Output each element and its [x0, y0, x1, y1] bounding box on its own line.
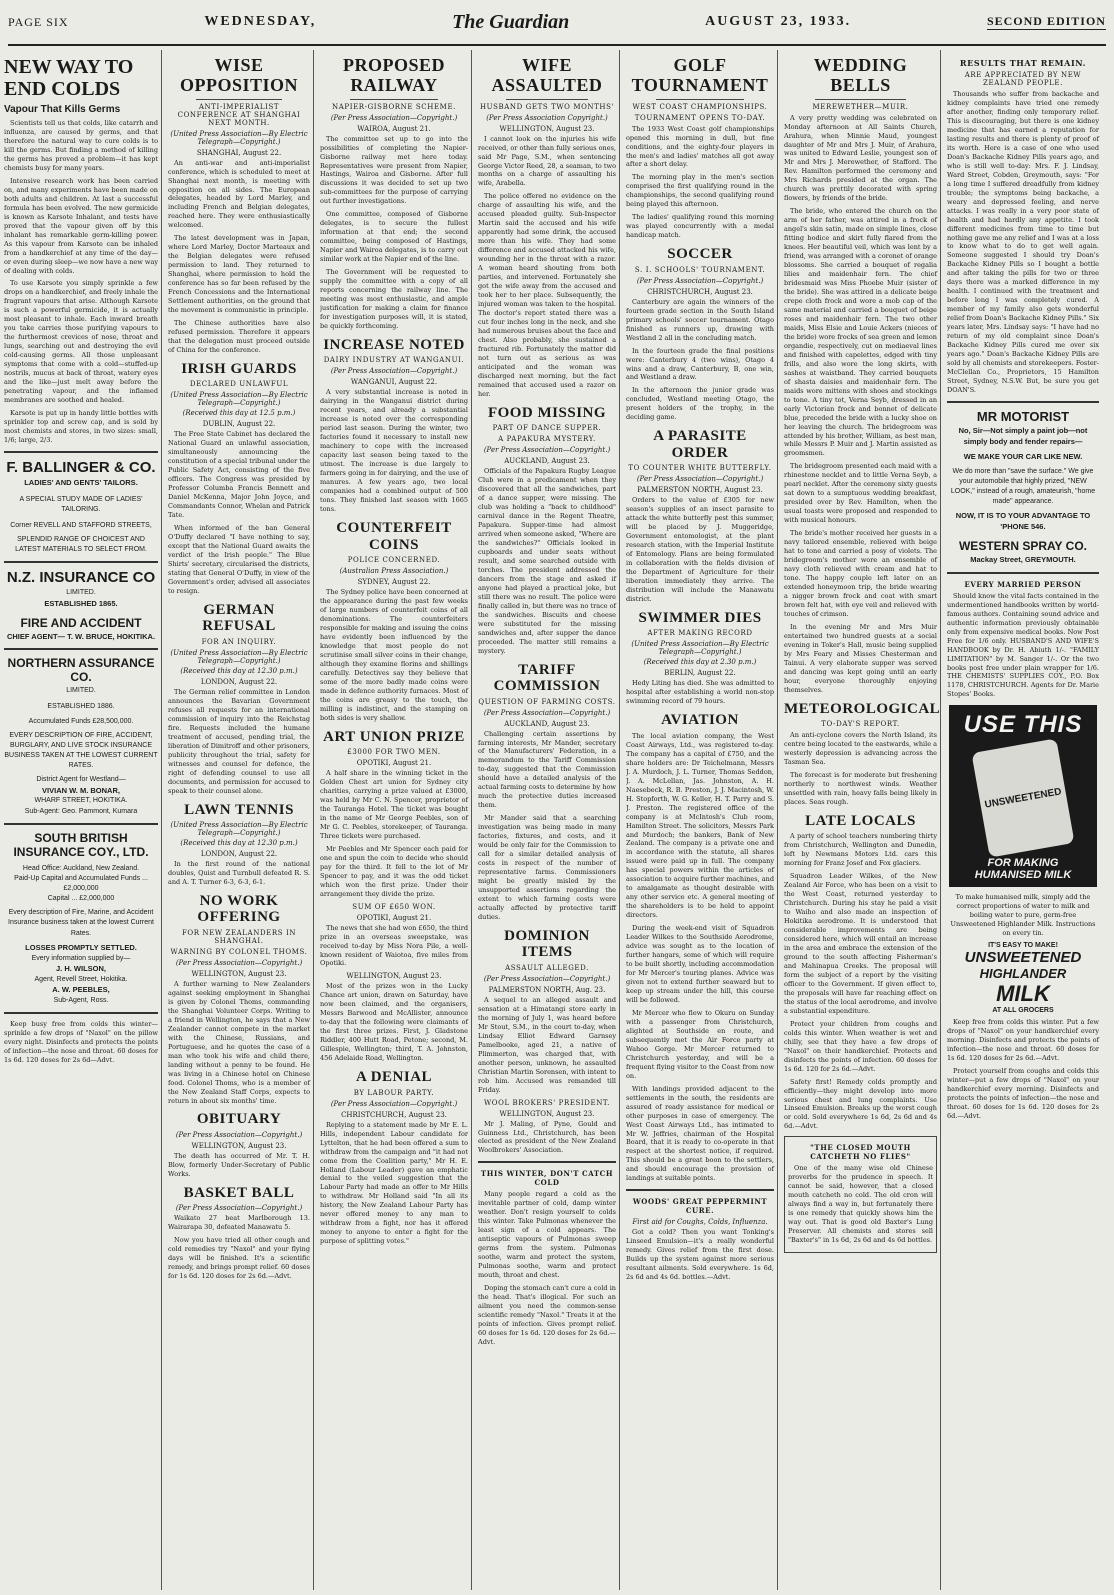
art-union-sub: £3000 FOR TWO MEN. — [347, 748, 441, 757]
soccer-body-3: In the afternoon the junior grade was concluded, Westland meeting Otago, the present holders of the trophy, in the deciding game. — [626, 386, 774, 422]
golf-body-2: The morning play in the men's section comprised the first qualifying round in the championships, the second qualifying round being played this afternoon. — [626, 173, 774, 209]
wedding-body-1: A very pretty wedding was celebrated on Monday afternoon at All Saints Church, Arahura, when Minnie Maud, youngest daughter of Mr and Mrs J. Muir, of Arahura, was united to Edward Leslie, youngest son of Mr and Mrs J. Merewether, of Stafford. The Rev. Hamilton performed the ceremony and Mrs Richards presided at the organ. The church was prettily decorated with spring flowers, by friends of the bride. — [784, 113, 937, 203]
use-this-heading: USE THIS — [963, 711, 1083, 739]
soccer-body-1: Canterbury are again the winners of the fourteen grade section in the South Island primary schools' soccer tournament. Otago finished as runners up, drawing with Westland 2 all in the concluding match. — [626, 297, 774, 342]
aviation-body-2: During the week-end visit of Squadron Leader Wilkes to the Southside Aerodrome, advice was sought as to the location of further hangars, some of which will require to be built shortly, including accommodation for Mr Mercer's touring planes. Advice was given not to extend further seaward but to keep up stream under the hill, this course will be followed. — [626, 924, 774, 1004]
married-body: Should know the vital facts contained in the undermentioned handbooks written by world-famous authors. Containing sound advice and authentic information previously obtainable only from expensive medical books. Now Post Free for 1/6 only. HUSBAND'S AND WIFE'S HANDBOOK by Dr. H. Abiuth 1/-. "FAMILY LIMITATION" by M. Sanger 1/-. Or the two books post free under plain wrapper for 1/6. THE CHEMISTS' SUPPLIES COY., P.O. Box 1178, CHRISTCHURCH. Agents for Dr. Marie Stopes' Books. — [947, 591, 1099, 699]
dominion-items-headline: DOMINION ITEMS — [504, 927, 590, 961]
no-work-sub: FOR NEW ZEALANDERS IN SHANGHAI. — [181, 928, 297, 945]
karsote-subhead: Vapour That Kills Germs — [4, 104, 121, 115]
winter-advt-headline: THIS WINTER, DON'T CATCH COLD — [480, 1169, 614, 1188]
tariff-body-1: Challenging certain assertions by farming interests, Mr Mander, secretary of the Manufacturers' Federation, in a memorandum to the Tariff Commission to-day, suggested that the Commission should have a detailed analysis of the actual farming costs to determine by how much the protective duties increased them. — [478, 729, 616, 810]
sbi-every: Every description of Fire, Marine, and Accident Insurance business taken at the lowest Current Rates. — [8, 909, 154, 937]
divider — [947, 401, 1099, 403]
wool-dateline: WELLINGTON, August 23. — [499, 1109, 595, 1118]
wife-body-2: The police offered no evidence on the charge of assaulting his wife, and the accused pleaded guilty. Sub-Inspector Martin said the accused and his wife apparently had some drink, the accused more than his wife. They had some difference and accused attacked his wife, wounding her in the throat with a razor. A woman heard shouting from both parties, and intervened. Fortunately she got the wife away from the accused and took her to her place. Subsequently, the injured woman was taken to the hospital. The doctor's report stated there was a cut four inches long in the neck, and she had numerous bruises about the face and chest. Also probably, she sustained a fractured rib. Fortunately the matter did not turn out as serious as was anticipated and the woman was discharged next morning, but the fact remained that accused used a razor on her. — [478, 192, 616, 398]
obituary-dateline: WELLINGTON, August 23. — [191, 1141, 287, 1150]
meteorological-body-2: The forecast is for moderate but freshening northerly to northwest winds. Weather unsettled with rain, heavy falls being likely in places. Seas rough. — [784, 771, 937, 806]
golf-body-3: The ladies' qualifying round this morning was played concurrently with a medal handicap match. — [626, 213, 774, 240]
nz-insurance-fire: FIRE AND ACCIDENT — [20, 615, 142, 630]
divider — [506, 99, 589, 100]
soccer-headline: SOCCER — [667, 246, 733, 263]
nz-insurance-ad — [4, 569, 158, 642]
divider — [4, 561, 158, 563]
motorist-phone: NOW, IT IS TO YOUR ADVANTAGE TO 'PHONE 546. — [955, 511, 1091, 531]
ballinger-ad — [4, 459, 158, 556]
late-locals-body-2: Squadron Leader Wilkes, of the New Zealand Air Force, who has been on a visit to the West Coast, returned yesterday to Christchurch. During his stay he paid a visit to Waiho and also made an inspection of Hokitika aerodrome. It is understood that considerable improvements are being considered here, which will entail an increase in the area and embrace the extension of the ground to the south affecting Fisherman's and Mahinapua Creeks. The proposal will form the subject of a report by the visiting officer to the Government. If given effect to, the proposals will have far reaching effect on the status of the local aerodrome, and involve a substantial expenditure. — [784, 872, 937, 1015]
ballinger-range: SPLENDID RANGE OF CHOICEST AND LATEST MATERIALS TO SELECT FROM. — [15, 536, 147, 554]
karsote-body-1: Scientists tell us that colds, like catarrh and influenza, are caused by germs, and that therefore the natural way to cure colds is to kill the germs. But finding a method of killing the germs has proved a problem—it has kept chemists busy for many years. — [4, 119, 158, 172]
sum-won-dateline: OPOTIKI, August 21. — [356, 913, 432, 922]
naxol-advt-1: Keep busy free from colds this winter—sprinkle a few drops of "Naxol" on the pillow every night. Disinfects and protects the points of infection—the nose and throat. 60 doses for 1s 6d. 120 doses for 2s 6d—Advt. — [4, 1019, 158, 1064]
counterfeit-sub: POLICE CONCERNED. — [347, 556, 441, 564]
golf-body-1: The 1933 West Coast golf championships opened this morning in dull, but fine conditions, and the eighty-four players in the men's and ladies' matches all got away after a short delay. — [626, 124, 774, 169]
railway-body-2: One committee, composed of Gisborne delegates, is to secure the fullest information at that end; the second committee, being composed of Hastings, Napier and Wairoa delegates, is to carry out similar work at the Napier end of the line. — [320, 210, 468, 264]
wife-credit: (Per Press Association Copyright.) — [486, 113, 608, 122]
northern-every: EVERY DESCRIPTION OF FIRE, ACCIDENT, BURGLARY, AND LIVE STOCK INSURANCE BUSINESS TAKEN AT THE LOWEST CURRENT RATES. — [4, 731, 158, 770]
northern-limited: LIMITED. — [66, 687, 96, 695]
no-work-body: A further warning to New Zealanders against seeking employment in Shanghai is given by Colonel Thoms, commanding the Shanghai Volunteer Corps. Writing to a friend in Wellington, he says that a New Zealander cannot compete in the market with the Chinese, Russians, and Portuguese, and he quotes the case of a man who took his wife and child there, landing without a penny to be found. He was living in a Chinese hotel on Chinese food. Colonel Thoms, who is a member of the New Zealand Staff Corps, expects to return in about six months' time. — [168, 979, 310, 1105]
motorist-line-1: No, Sir—Not simply a paint job—not simply body and fender repairs— — [958, 425, 1088, 446]
divider — [656, 99, 745, 100]
aviation-body-3: Mr Mercer who flew to Okuru on Sunday with a passenger from Christchurch, alighted at Southside en route, and subsequently met the Air Force party at Wahoo Gorge. Mr Mercer returned to Christchurch yesterday, and will be a frequent flying visitor to the Coast from now on. — [626, 1008, 774, 1080]
food-dateline: AUCKLAND, August 23. — [504, 457, 590, 466]
results-body: Thousands who suffer from backache and kidney complaints have tried one remedy after another, finding only temporary relief. This is discouraging, but there is one kidney medicine that has earned a reputation for lasting results and there is plenty of proof of its worth. Here is a case of one who used Doan's Backache Kidney Pills years ago, and who is still well to-day: Mrs. F. J. Lindsay, Ward Street, Cobden, Greymouth, says: "For a long time I suffered dreadfully from kidney trouble; the symptoms being backache, a weary and depressed feeling, and nerve attacks. I was really in a very poor state of health and had hardly any appetite. I took different medicines from time to time but nothing gave me any relief and I was at a loss to know what to do to get well again. Someone suggested I should try Doan's Backache Kidney Pills so I bought a bottle and after taking the pills for two or three days there was a marked difference in my health. I continued with the treatment and before long I was completely cured. A member of my family also gets wonderful relief from Doan's Backache Kidney Pills." Six years later, Mrs. Lindsay says: "I have had no return of my old complaint since Doan's Backache Kidney Pills cured me over six years ago." Doan's Backache Kidney Pills are sold by all chemists and storekeepers. Foster-McClellan Co., Proprietors, 15 Hamilton Street, Sydney, N.S.W. But, be sure you get DOAN'S. — [947, 90, 1099, 394]
column-6 — [784, 50, 941, 1590]
divider — [815, 99, 907, 100]
denial-credit: (Per Press Association—Copyright.) — [330, 1099, 458, 1108]
ballinger-address: Corner REVELL AND STAFFORD STREETS, — [10, 522, 152, 530]
late-locals-body-3: Protect your children from coughs and colds this winter. When weather is wet and chilly, see that they have a few drops of "Naxol" on their handkerchief. Protects and disinfects the points of infection. 60 doses for 1s 6d. 120 for 2s 6d.—Advt. — [784, 1019, 937, 1073]
swimmer-credit: (United Press Association—By Electric Telegraph—Copyright.) — [631, 640, 769, 657]
meteorological-body-1: An anti-cyclone covers the North Island, its centre being located to the eastwards, while a westerly depression is advancing across the Tasman Sea. — [784, 731, 937, 767]
meteorological-headline: METEOROLOGICAL — [784, 700, 941, 717]
aviation-headline: AVIATION — [661, 712, 739, 729]
motorist-ad — [947, 409, 1099, 566]
motorist-headline: MR MOTORIST — [976, 408, 1070, 424]
irish-credit: (United Press Association—By Electric Telegraph—Copyright.) — [170, 391, 308, 408]
sbi-wilson: J. H. WILSON, — [55, 963, 106, 973]
wedding-body-3: The bridegroom presented each maid with a rhinestone necklet and to little Verna Seyb, a pearl necklet. After the ceremony sixty guests sat down to a sumptuous wedding breakfast, presided over by Rev. Hamilton, when the usual toasts were proposed and responded to with musical honours. — [784, 462, 937, 525]
nz-insurance-est: ESTABLISHED 1865. — [44, 598, 118, 608]
divider — [947, 572, 1099, 574]
food-credit: (Per Press Association—Copyright.) — [483, 446, 611, 455]
late-locals-body-1: A party of school teachers numbering thirty from Christchurch, Wellington and Dunedin, left by Newmans Motors Ltd. cars this morning for Franz Josef and Fox glaciers. — [784, 832, 937, 868]
golf-sub-2: TOURNAMENT OPENS TO-DAY. — [634, 113, 766, 122]
parasite-sub: TO COUNTER WHITE BUTTERFLY. — [628, 464, 772, 473]
parasite-credit: (Per Press Association—Copyright.) — [636, 475, 764, 484]
western-spray-name: WESTERN SPRAY CO. — [958, 538, 1088, 553]
aviation-body-4: With landings provided adjacent to the settlements in the south, the residents are assured of ready assistance for medical or other purposes in case of emergency. The West Coast Airways Ltd., has intimated to Mr W. Jeffries, chairman of the Hospital Board, that it is ready to co-operate in that respect at the shortest notice, if required. This should be a great boon to the settlers, and should encourage the provision of landings at suitable points. — [626, 1084, 774, 1183]
wedding-sub: MEREWETHER—MUIR. — [812, 102, 909, 111]
railway-body-1: The committee set up to go into the possibilities of completing the Napier-Gisborne railway met here today. Representatives were present from Napier, Hastings, Wairoa and Gisborne. After full discussions it was decided to set up two sub-committees for the purpose of carrying out further investigations. — [320, 134, 468, 206]
tariff-credit: (Per Press Association—Copyright.) — [483, 708, 611, 717]
results-sub: ARE APPRECIATED BY NEW ZEALAND PEOPLE. — [964, 71, 1082, 87]
tin-label: UNSWEETENED — [983, 786, 1063, 811]
nz-insurance-agent: CHIEF AGENT— T. W. BRUCE, HOKITIKA. — [6, 631, 156, 641]
wedding-body-4: The bride's mother received her guests in a navy tailored ensemble, relieved with beige hat to tone and carried a posy of violets. The bridegroom's mother wore an ensemble of navy cloth relieved with cream and hat to tone. The happy couple left later on an extended honeymoon trip, the bride wearing a nigger brown frock and coat with smart brown felt hat, with eye veil and relieved with touches of crimson. — [784, 529, 937, 618]
sbi-paid: Paid-Up Capital and Accumulated Funds ... £2,000,000 — [14, 874, 148, 892]
karsote-headline: NEW WAY TO END COLDS — [4, 56, 134, 100]
soccer-credit: (Per Press Association—Copyright.) — [636, 276, 764, 285]
german-dateline: LONDON, August 22. — [200, 677, 278, 686]
page-number: PAGE SIX — [8, 14, 69, 29]
column-2 — [168, 50, 314, 1590]
divider — [4, 1012, 158, 1014]
wise-opposition-headline: WISE OPPOSITION — [179, 55, 299, 95]
obituary-body: The death has occurred of Mr. T. H. Blow, formerly Under-Secretary of Public Works. — [168, 1151, 310, 1178]
german-body: The German relief committee in London announces the Bavarian Government refuses all requests for an international commission of inquiry into the Reichstag fire. Requests included the humane treatment of accused, pending trial, the liberation of Dimitroff and other prisoners, publicity throughout the trial, safety for witnesses and counsel for defence, the right of defending counsel to use all documents, and permission for accused to speak to their counsel alone. — [168, 687, 310, 795]
naxol-advt-4: Protect yourself from coughs and colds this winter—put a few drops of "Naxol" on your handkerchief every morning. Disinfects and protects the points of infection—the nose and throat. 60 doses for 1s 6d. 120 doses for 2s 6d.—Advt. — [947, 1067, 1099, 1120]
column-4 — [478, 50, 620, 1590]
irish-sub: DECLARED UNLAWFUL — [189, 380, 289, 389]
wise-body-2: The latest development was in Japan, where Lord Marley, Doctor Marteaux and the Belgian delegates were refused permission to land. They returned to Shanghai, where permission to hold the conference has so far been refused by the French Concessions and the International Settlement authorities, on the ground that the movement is communistic in principle. — [168, 234, 310, 315]
south-british-ad — [4, 831, 158, 1006]
tariff-sub: QUESTION OF FARMING COSTS. — [478, 697, 616, 706]
columns — [4, 50, 1110, 1590]
edition-label: SECOND EDITION — [986, 14, 1106, 28]
wedding-body-2: The bride, who entered the church on the arm of her father, was attired in a frock of angel's skin satin, made on simple lines, close fitting bodice and skirt fully flared from the knees. Her beautiful veil, which was lent by a friend, was arranged with a coronet of orange blossoms. She carried a bouquet of regalia lilies and maidenhair fern. The chief bridesmaid was Miss Phoebe Muir (sister of the bride). She was attired in a delicate beige crepe cloth frock and wore a mob cap of the same material and carried a bouquet of beige roses and maidenhair fern. The two other maids, Miss Elsie and Louie Ackers (nieces of the bride) wore frocks of sea green and lemon organdie, respectively, cut on mediaeval lines and finished with capelettes, edged with tiny frills, and also wore the long skirts, with sashes at waistband. They carried bouquets of shasta daisies and maidenhair fern. The maids wore mittens with shoes and stockings to tone. A tiny tot, Verna Seyb, dressed in an early Victorian frock and bonnet of delicate blue, preceded the bride with a lucky shoe on her leaving the church. The bridegroom was attended by his brother, William, as best man, while Messrs P. Muir and J. Martin assisted as groomsmen. — [784, 207, 937, 458]
sbi-name: SOUTH BRITISH INSURANCE COY., LTD. — [13, 830, 149, 859]
ballinger-study: A SPECIAL STUDY MADE OF LADIES' TAILORING. — [19, 495, 143, 513]
naxol-advt-3: Keep free from colds this winter. Put a few drops of "Naxol" on your handkerchief every morning. Disinfects and protects the points of infection—the nose and throat. 60 doses for 1s 6d. 120 doses for 2s 6d.—Advt. — [947, 1018, 1099, 1063]
divider — [350, 99, 439, 100]
swimmer-received: (Received this day at 2.30 p.m.) — [643, 658, 757, 667]
swimmer-sub: AFTER MAKING RECORD — [647, 629, 753, 638]
german-sub: FOR AN INQUIRY. — [201, 637, 277, 646]
increase-sub: DAIRY INDUSTRY AT WANGANUI. — [323, 356, 465, 365]
winter-advt-body: Many people regard a cold as the inevitable partner of cold, damp winter weather. Don't resign yourself to colds this winter. Take Pulmonas whenever the least sign of a cold appears. The antiseptic vapours of Pulmonas sweep germs from the system. Pulmonas soothe, warm and protect the system, Pulmonas soothe, warm and protect mouth, throat and chest. — [478, 1190, 616, 1280]
denial-dateline: CHRISTCHURCH, August 23. — [341, 1110, 447, 1119]
sbi-losses: LOSSES PROMPTLY SETTLED. — [25, 942, 137, 952]
lawn-tennis-headline: LAWN TENNIS — [184, 801, 294, 818]
tariff-dateline: AUCKLAND, August 23. — [504, 719, 590, 728]
wise-body-1: An anti-war and anti-imperialist conference, which is scheduled to meet at Shanghai next month, is meeting with opposition on all sides. The European delegates, headed by Lord Marley, and including French and Belgian delegates, reached here. They were enthusiastically welcomed. — [168, 158, 310, 230]
german-received: (Received this day at 12.30 p.m.) — [180, 666, 298, 675]
soccer-body-2: In the fourteen grade the final positions were: Canterbury 4 (two wins), Otago 4 wins and a draw, Canterbury, B, one win, and Westland a draw. — [626, 346, 774, 382]
counterfeit-headline: COUNTERFEIT COINS — [336, 520, 452, 553]
late-locals-headline: LATE LOCALS — [805, 812, 916, 829]
nz-insurance-name: N.Z. INSURANCE CO — [6, 569, 156, 587]
for-making-heading: FOR MAKING HUMANISED MILK — [974, 857, 1072, 882]
soccer-dateline: CHRISTCHURCH, August 23. — [647, 287, 753, 296]
masthead-day: WEDNESDAY, — [204, 14, 317, 29]
nz-insurance-limited: LIMITED. — [66, 589, 96, 597]
divider — [196, 99, 281, 100]
highlander-text: HIGHLANDER — [979, 966, 1067, 982]
sbi-peebles: A. W. PEEBLES, — [52, 984, 110, 994]
divider — [626, 1189, 774, 1191]
wool-sub: WOOL BROKERS' PRESIDENT. — [483, 1098, 611, 1107]
food-sub-2: A PAPAKURA MYSTERY. — [498, 435, 596, 444]
wise-credit: (United Press Association—By Electric Telegraph—Copyright.) — [170, 129, 308, 146]
lucky-chance-body: Most of the prizes won in the Lucky Chance art union, drawn on Saturday, have now been claimed, and the organisers, Messrs Barwood and McAllister, announce to-day that the following were claimants of the first three prizes. First, J. Gladstone Riddler, 400 Hutt Road, Petone; second, M. Gillespie, Wellington; third, T. A. Johnston, 456 Adelaide Road, Wellington. — [320, 982, 468, 1063]
lucky-chance-dateline: WELLINGTON, August 23. — [346, 972, 442, 981]
woods-headline: WOODS' GREAT PEPPERMINT CURE. — [632, 1197, 768, 1216]
no-work-dateline: WELLINGTON, August 23. — [191, 969, 287, 978]
masthead-date: AUGUST 23, 1933. — [705, 14, 852, 29]
increase-body: A very substantial increase is noted in dairying in the Wanganui district during recent years, and already a substantial increase is noted over the corresponding period last season. During the winter, two factories found it necessary to install new machinery to cope with the increased capacity last season being taxed to the utmost. The increase is due largely to farmers going in for dairying, and the use of manures. A few years ago, two local companies had a combined output of 500 tons. They finished last season with 1665 tons. — [320, 388, 468, 514]
increase-headline: INCREASE NOTED — [323, 336, 465, 353]
lawn-credit: (United Press Association—By Electric Telegraph—Copyright.) — [170, 821, 308, 837]
art-union-body-1: A half share in the winning ticket in the Golden Chest art union for Sydney city charities, carrying a prize valued at £3000, was held by Mr C. N. Spencer, proprietor of the Tauranga Hotel. The ticket was bought in the name of Mr George Peebles, son of Mr G. C. Peebles, storekeeper, of Tauranga. Three tickets were purchased. — [320, 769, 468, 840]
sbi-wilson-addr: Agent, Revell Street, Hokitika. — [34, 975, 128, 983]
milk-instructions: To make humanised milk, simply add the correct proportions of water to milk and boiling water to pure, germ-free Unsweetened Highlander Milk. Instructions on every tin. — [950, 893, 1096, 938]
doping-advt-body: Doping the stomach can't cure a cold in the head. That's illogical. For such an ailment you need the common-sense scientific remedy "Naxol." Treats it at the points of infection. Gives prompt relief. 60 doses for 1s 6d. 120 doses for 2s 6d.—Advt. — [478, 1284, 616, 1346]
aviation-body-1: The local aviation company, the West Coast Airways, Ltd., was registered to-day. The company has a capital of £750, and the share holders are: Dr Teichelmann, Messrs J. A. Murdoch, J. L. Turner, Thomas Seddon, J. A. McLellan, Jas. Johnston, A. H. Naesebeck, R. B. Preston, J. J. Macintosh, W. H. Stopforth, W. G. Keller, H. T. Parry and S. J. Preston. The registered office of the company is at McIntosh's Club room, Hamilton Street. The solicitors, Messrs Park and Murdoch; the bankers, Bank of New Zealand. The company is a private one and in accordance with the statute, all shares issued were paid up in full. The company has special powers within the articles of association to acquire further machines, and to amalgamate as thought desirable with any other service etc. A general meeting of the shareholders is to be held to appoint directors. — [626, 731, 774, 920]
parasite-dateline: PALMERSTON NORTH, August 23. — [637, 486, 763, 495]
railway-body-3: The Government will be requested to supply the committee with a copy of all reports concerning the railway line. The meeting was most enthusiastic, and ample justification for making a claim for finance for investigation purposes will, it is stated, be quickly forthcoming. — [320, 268, 468, 330]
northern-street: WHARF STREET, HOKITIKA. — [34, 797, 128, 805]
soccer-sub: S. I. SCHOOLS' TOURNAMENT. — [634, 265, 766, 274]
newspaper-title: The Guardian — [452, 10, 570, 33]
karsote-body-2: Intensive research work has been carried on, and many experiments have been made on both adults and children. At last a successful formula has been evolved. The new germicide is known as Karsote Inhalant, and tests have proved that the vapour given off by this inhalant has remarkable germ-killing power. As this vapour from Karsote can be inhaled from a handkerchief at any time of the day—or even during sleep—we now have a new way of dealing with colds. — [4, 176, 158, 275]
meteorological-sub: TO-DAY'S REPORT. — [821, 720, 900, 729]
divider — [4, 451, 158, 453]
sbi-office: Head Office: Auckland, New Zealand. — [22, 864, 140, 872]
wool-body: Mr J. Maling, of Pyne, Gould and Guinness Ltd., Christchurch, has been elected as president of the New Zealand Woolbrokers' Association. — [478, 1119, 616, 1155]
woods-sub: First aid for Coughs, Colds, Influenza. — [632, 1218, 768, 1227]
counterfeit-dateline: SYDNEY, August 22. — [357, 578, 431, 586]
milk-tin-image — [971, 739, 1074, 858]
ballinger-tag: LADIES' AND GENTS' TAILORS. — [24, 477, 138, 487]
sum-won-sub: SUM OF £650 WON. — [352, 902, 436, 911]
no-work-headline: NO WORK OFFERING — [197, 892, 281, 926]
tariff-body-2: Mr Mander said that a searching investigation was being made in many factories, fixtures, and costs, and it would be only fair for the Commission to call for a similar detailed analysis of costs in respect of the number of representative farms. Commissioners might be greatly misled by the unsupported assertions regarding the extent to which farming costs were actually affected by protective tariff duties. — [478, 814, 616, 921]
divider — [478, 1161, 616, 1163]
counterfeit-body: The Sydney police have been concerned at the appearance during the past few weeks of large numbers of counterfeit coins of all denominations. The counterfeiters responsible for making and issuing the coins have evidently been influenced by the knowledge that most people do not scrutinise small silver coins in their change, although they examine florins and shillings carefully. Detectives say they believe that some of the more badly made coins were made in defence authority furnaces. Most of the coins are greasy to the touch, the milling is indistinct, and the stamping on both sides is very shallow. — [320, 588, 468, 722]
railway-sub: NAPIER-GISBORNE SCHEME. — [332, 102, 456, 111]
basket-ball-headline: BASKET BALL — [183, 1184, 295, 1201]
wife-assaulted-headline: WIFE ASSAULTED — [491, 55, 603, 95]
dominion-body: A sequel to an alleged assault and sensation at a Himatangi store early in the morning of July 1, was heard before Mr Stout, S.M., in the court to-day, when Lindsay Elliot Edward Garnsey Pamelbooke, aged 21, a native of Plimmerton, was charged that, with another person, unknown, he assaulted Christian Martin Sorensen, with intent to rob him. Accused was remanded till Friday. — [478, 995, 616, 1094]
northern-assurance-ad — [4, 656, 158, 816]
closed-mouth-body: One of the many wise old Chinese proverbs for the prudence in speech. It cannot be said, however, that a closed mouth catcheth no cold. The old cron will always find a way in, but fortunately there is one remedy that quickly shows him the way out. That is good old Baxter's Lung Preserver. All chemists and stores sell "Baxter's" in 1s 6d, 2s 6d and 4s 6d bottles. — [788, 1164, 933, 1245]
wedding-headline: WEDDING BELLS — [813, 55, 908, 95]
northern-district: District Agent for Westland— — [36, 776, 126, 784]
art-union-dateline: OPOTIKI, August 21. — [356, 759, 432, 768]
milk-text: MILK — [996, 981, 1050, 1007]
counterfeit-credit: (Australian Press Association.) — [339, 567, 449, 575]
column-3 — [320, 50, 472, 1590]
denial-body: Replying to a statement made by Mr E. L. Hills, independent Labour candidate for Lyttelton, that he had been offered a sum to withdraw from the campaign and "it had not come from the Coalition party," Mr H. E. Holland (Labour Leader) gave an emphatic denial to the veiled suggestion that the Labour Party had made an offer to Mr Hills to withdraw. Mr Holland said "In all its history, the New Zealand Labour Party has never offered money to any man to withdraw from a fight, nor has it offered money to anyone to enter a fight for the purpose of splitting votes." — [320, 1120, 468, 1246]
naxol-advt-2: Now you have tried all other cough and cold remedies try "Naxol" and your flying days will be finished. It's a scientific remedy, and brings prompt relief. 60 doses for 1s 6d. 120 doses for 2s 6d.—Advt. — [168, 1236, 310, 1281]
column-7 — [947, 50, 1102, 1590]
railway-dateline: WAIROA, August 21. — [357, 124, 431, 133]
food-body: Officials of the Papakura Rugby League Club were in a predicament when they discovered that all the sandwiches, part of a dance supper, were missing. The club was holding a "back to childhood" carnival dance in the Regent Theatre, Papakura. Supper-time had almost arrived when someone asked, "Where are the sandwiches?" Officials looked in cupboards and under seats without result, and some searched outside with torches. The president addressed the dancers from the stage and asked if anyone had played a practical joke, but still there was no result. The police were finally called in, but there was no trace of the sandwiches. Biscuits and cheese were substituted for the missing sandwiches and, after supper the dance proceeded. The matter still remains a mystery. — [478, 467, 616, 655]
irish-body-1: The Free State Cabinet has declared the National Guard an unlawful association, simultaneously announcing the constitution of a special tribunal under the Public Safety Act, consisting of the five officers. The Congress was presided by Professor Columba Francis Bennett and Daniel McKenna, Major John Joyce, and Commandants Connor, Whelan and Patrick Tate. — [168, 430, 310, 520]
denial-sub: BY LABOUR PARTY. — [353, 1088, 435, 1097]
wife-body-1: I cannot look on the injuries his wife received, or other than fully serious ones, said Mr Page, S.M., when sentencing George Victor Reed, 28, a seaman, to two months on a charge of assaulting his wife, Arabella. — [478, 134, 616, 188]
basket-body: Waikato 27 beat Marlborough 13. Wairarapa 30, defeated Manawatu 5. — [168, 1214, 310, 1232]
motorist-line-2: WE MAKE YOUR CAR LIKE NEW. — [963, 451, 1083, 461]
late-locals-body-4: Safety first! Remedy colds promptly and efficiently—they might develop into more serious chest and lung complaints. Use Linseed Emulsion. Breaks up the worst cough or cold. Sold everywhere 1s 6d, 2s 6d and 4s 6d.—Advt. — [784, 1077, 937, 1131]
northern-name: NORTHERN ASSURANCE CO. — [7, 656, 155, 685]
irish-guards-headline: IRISH GUARDS — [181, 360, 297, 377]
swimmer-dateline: BERLIN, August 22. — [664, 669, 736, 678]
no-work-sub-2: WARNING BY COLONEL THOMS. — [170, 947, 308, 956]
easy-text: IT'S EASY TO MAKE! — [988, 942, 1058, 950]
highlander-milk-ad — [949, 705, 1097, 887]
ballinger-name: F. BALLINGER & CO. — [6, 458, 156, 476]
tariff-headline: TARIFF COMMISSION — [493, 661, 601, 695]
masthead — [8, 0, 1106, 46]
wise-dateline: SHANGHAI, August 22. — [196, 148, 282, 157]
increase-credit: (Per Press Association—Copyright.) — [330, 367, 458, 376]
irish-body-2: When informed of the ban General O'Duffy declared "I have nothing to say, except that the National Guard awaits the verdict of the Irish people." The Blue Shirts' secretary, circularised the districts, stating that General O'Duffy, in view of the Government's order, advised all associates to resign. — [168, 524, 310, 595]
column-5 — [626, 50, 778, 1590]
wedding-body-5: In the evening Mr and Mrs Muir entertained two hundred guests at a social evening in Toker's Hall, music being supplied by Mrs Feary and Misses Chesterman and Tainui. A very elaborate supper was served and dancing was kept going until an early hour, everyone thoroughly enjoying themselves. — [784, 622, 937, 694]
lawn-received: (Received this day at 12.30 p.m.) — [180, 839, 298, 847]
railway-credit: (Per Press Association—Copyright.) — [330, 113, 458, 122]
northern-est: ESTABLISHED 1886. — [47, 702, 115, 710]
results-headline: RESULTS THAT REMAIN. — [959, 58, 1087, 68]
art-union-body-2: Mr Peebles and Mr Spencer each paid for one and spun the coin to decide who should pay for the third. It fell to the lot of Mr Spencer to pay, and it was the odd ticket which won the first prize. Under their arrangement they divide the prize. — [320, 844, 468, 898]
lawn-body: In the first round of the national doubles, Quist and Turnbull defeated R. S. and A. T. Turner 6-3, 6-3, 6-1. — [168, 860, 310, 886]
obituary-credit: (Per Press Association—Copyright.) — [175, 1130, 303, 1139]
dominion-sub: ASSAULT ALLEGED. — [505, 963, 589, 972]
motorist-body: We do more than "save the surface." We give your automobile that highly prized, "NEW LOOK," instead of a rough, amateurish, "home made" appearance. — [950, 467, 1096, 505]
married-headline: EVERY MARRIED PERSON — [964, 579, 1082, 589]
irish-dateline: DUBLIN, August 22. — [202, 420, 276, 429]
unsweetened-text: UNSWEETENED — [964, 949, 1082, 967]
increase-dateline: WANGANUI, August 22. — [350, 378, 438, 387]
divider — [4, 648, 158, 650]
wise-sub: ANTI-IMPERIALIST CONFERENCE AT SHANGHAI NEXT MONTH. — [177, 102, 301, 127]
basket-credit: (Per Press Association—Copyright.) — [175, 1204, 303, 1213]
obituary-headline: OBITUARY — [196, 1111, 282, 1128]
german-refusal-headline: GERMAN REFUSAL — [202, 601, 276, 635]
swimmer-headline: SWIMMER DIES — [638, 609, 762, 626]
irish-received: (Received this day at 12.5 p.m.) — [182, 409, 296, 418]
parasite-headline: A PARASITE ORDER — [653, 428, 747, 461]
golf-headline: GOLF TOURNAMENT — [631, 55, 769, 95]
northern-funds: Accumulated Funds £28,500,000. — [28, 717, 134, 725]
lawn-dateline: LONDON, August 22. — [200, 850, 278, 858]
sbi-capital: Capital ... £2,000,000 — [47, 895, 115, 903]
railway-headline: PROPOSED RAILWAY — [342, 55, 445, 95]
swimmer-body: Hedy Liting has died. She was admitted to hospital after establishing a world non-stop swimming record of 79 hours. — [626, 679, 774, 706]
wife-sub: HUSBAND GETS TWO MONTHS' — [479, 102, 615, 111]
closed-mouth-headline: "THE CLOSED MOUTH CATCHETH NO FLIES" — [810, 1143, 911, 1162]
wife-dateline: WELLINGTON, August 23. — [499, 124, 595, 133]
dominion-dateline: PALMERSTON NORTH, Aug. 23. — [488, 985, 606, 994]
german-credit: (United Press Association—By Electric Telegraph—Copyright.) — [170, 648, 308, 665]
sum-won-body: The news that she had won £650, the third prize in an overseas sweepstake, was received to-day by Miss Nora Pile, a well-known resident of Waiotoa, five miles from Opotiki. — [320, 923, 468, 968]
western-spray-address: Mackay Street, GREYMOUTH. — [970, 554, 1076, 564]
no-work-credit: (Per Press Association—Copyright.) — [175, 958, 303, 967]
karsote-body-4: Karsote is put up in handy little bottles with sprinkler top and screw cap, and is sold by most chemists and stores, in two sizes: small, 1/6; large, 2/3. — [4, 409, 158, 444]
food-sub: PART OF DANCE SUPPER. — [492, 424, 602, 433]
golf-sub: WEST COAST CHAMPIONSHIPS. — [632, 102, 768, 111]
food-missing-headline: FOOD MISSING — [487, 404, 607, 421]
denial-headline: A DENIAL — [355, 1069, 433, 1086]
highlander-milk-brand — [947, 942, 1099, 1014]
northern-agent: VIVIAN W. M. BONAR, — [42, 785, 120, 795]
northern-sub: Sub-Agent: Geo. Pammont, Kumara — [24, 807, 138, 815]
wise-body-3: The Chinese authorities have also refused permission. Therefore it appears that the delegation must proceed outside of China for the conference. — [168, 319, 310, 354]
woods-body: Got a cold? Then you want Tonking's Linseed Emulsion—it's a really wonderful remedy. Gives relief from the first dose. Builds up the system against more serious resultant ailments. Sold everywhere. 1s 6d, 2s 6d and 4s 6d. bottles.—Advt. — [626, 1228, 774, 1282]
sbi-info: Every information supplied by— — [31, 954, 131, 962]
parasite-body: Orders to the value of £305 for new season's supplies of an insect parasite to attack the white butterfly pest this summer, will be placed by J. Muggeridge, Government entomologist, at the plant research station, with the Imperial Institute of Entomology. Plans are being formulated in collaboration with the fields division of the Department of Agriculture for their liberation immediately they arrive. The distribution will include the Manawatu district. — [626, 496, 774, 603]
closed-mouth-advt — [784, 1136, 937, 1253]
column-1 — [4, 50, 162, 1590]
divider — [4, 823, 158, 825]
grocers-text: AT ALL GROCERS — [992, 1007, 1054, 1015]
art-union-headline: ART UNION PRIZE — [323, 728, 465, 745]
sbi-peebles-addr: Sub-Agent, Ross. — [53, 996, 109, 1004]
karsote-body-3: To use Karsote you simply sprinkle a few drops on a handkerchief, and freely inhale the fragrant vapours that arise. Although Karsote is such a powerful germicide, it is actually most pleasant to inhale. Each inward breath you take carries those purifying vapours to the furthermost crevices of nose, throat and lungs, searching out and destroying the evil cold-causing germs. All those unpleasant symptoms that come with a cold—stuffed-up nostrils, mucus at back of throat, watery eyes and the like—just melt away before the penetrating vapour, and the inflamed membranes are soothed and healed. — [4, 279, 158, 405]
dominion-credit: (Per Press Association—Copyright.) — [483, 974, 611, 983]
